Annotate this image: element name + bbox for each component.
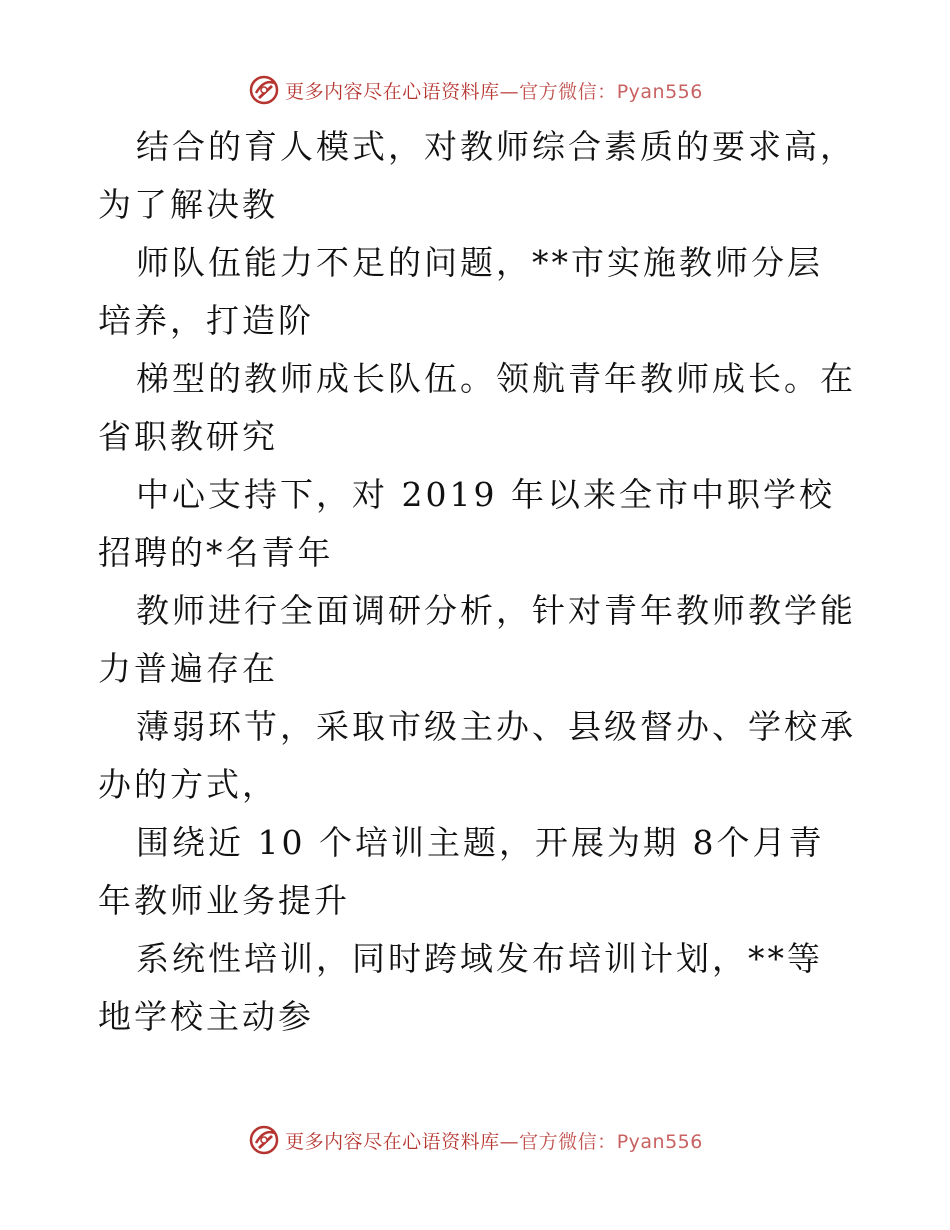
paragraph-line: 围绕近 10 个培训主题，开展为期 8个月青年教师业务提升 [98, 823, 825, 920]
watermark-separator: — [499, 1130, 520, 1153]
watermark-contact-label: 官方微信： [519, 80, 617, 103]
watermark-contact-label: 官方微信： [519, 1130, 617, 1153]
document-body [98, 118, 858, 1046]
watermark-text [285, 77, 703, 104]
watermark-logo-icon [247, 73, 281, 107]
watermark-separator: — [499, 80, 520, 103]
paragraph-line: 系统性培训，同时跨域发布培训计划，**等地学校主动参 [98, 939, 823, 1036]
paragraph-line: 教师进行全面调研分析，针对青年教师教学能力普遍存在 [98, 591, 856, 688]
watermark-site-name: 更多内容尽在心语资料库 [285, 1130, 500, 1153]
watermark-logo-icon [247, 1123, 281, 1157]
paragraph-line: 梯型的教师成长队伍。领航青年教师成长。在省职教研究 [98, 359, 856, 456]
paragraph-line: 师队伍能力不足的问题，**市实施教师分层培养，打造阶 [98, 243, 823, 340]
watermark-wechat-id: Pyan556 [616, 80, 703, 103]
header-watermark [0, 70, 950, 110]
watermark-wechat-id: Pyan556 [616, 1130, 703, 1153]
paragraph-line: 结合的育人模式，对教师综合素质的要求高，为了解决教 [98, 127, 856, 224]
watermark-text [285, 1127, 703, 1154]
footer-watermark [0, 1120, 950, 1160]
paragraph-line: 薄弱环节，采取市级主办、县级督办、学校承办的方式， [98, 707, 856, 804]
watermark-site-name: 更多内容尽在心语资料库 [285, 80, 500, 103]
paragraph-line: 中心支持下，对 2019 年以来全市中职学校招聘的*名青年 [98, 475, 835, 572]
